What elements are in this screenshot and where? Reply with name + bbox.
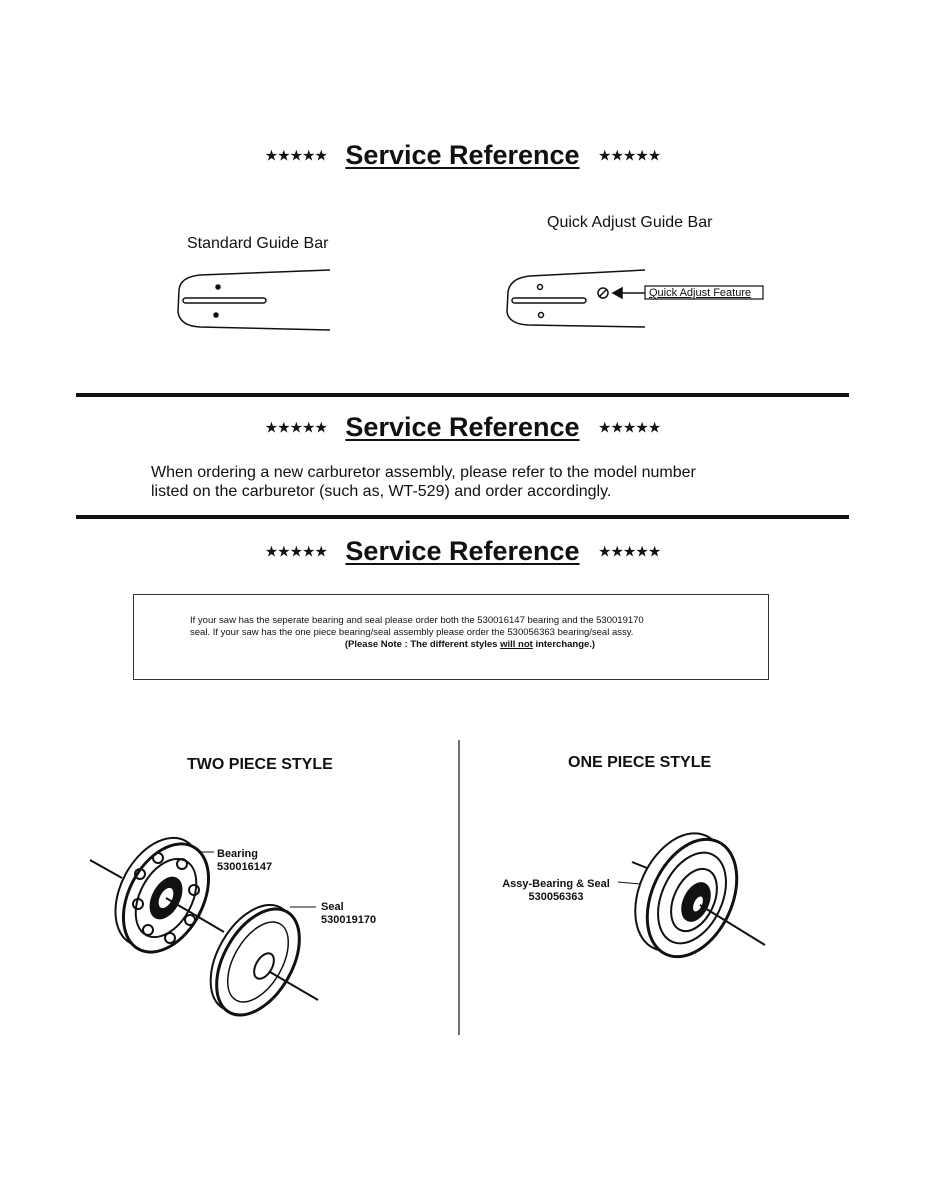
quick-adjust-guide-bar-label: Quick Adjust Guide Bar xyxy=(547,214,713,231)
two-piece-style-title: TWO PIECE STYLE xyxy=(187,756,333,773)
section-title-3: Service Reference xyxy=(345,536,580,566)
stars-left: ★★★★★ xyxy=(264,146,327,165)
notice-line-2: seal. If your saw has the one piece bearing/seal assembly please order the 530056363 bearing/seal assy. xyxy=(190,627,634,638)
seal-label xyxy=(321,901,376,927)
bearing-label xyxy=(217,848,272,874)
section-title-1: Service Reference xyxy=(345,140,580,170)
seal-icon xyxy=(194,891,318,1029)
assy-name: Assy-Bearing & Seal xyxy=(502,878,610,890)
stars-left: ★★★★★ xyxy=(264,418,327,437)
seal-name: Seal xyxy=(321,901,344,913)
stars-left: ★★★★★ xyxy=(264,542,327,561)
note-emphasis: will not xyxy=(500,639,533,650)
note-prefix: (Please Note : The different styles xyxy=(344,639,501,650)
carburetor-note-line-1: When ordering a new carburetor assembly, please refer to the model number xyxy=(151,464,696,481)
bearing-part-number: 530016147 xyxy=(217,861,273,873)
standard-guide-bar-label: Standard Guide Bar xyxy=(187,235,329,252)
section-title-2: Service Reference xyxy=(345,412,580,442)
stars-right: ★★★★★ xyxy=(598,146,661,165)
bearing-seal-assembly-icon xyxy=(618,819,765,971)
one-piece-style-title: ONE PIECE STYLE xyxy=(568,754,712,771)
seal-part-number: 530019170 xyxy=(321,914,377,926)
assy-part-number: 530056363 xyxy=(528,891,584,903)
bearing-name: Bearing xyxy=(217,848,258,860)
stars-right: ★★★★★ xyxy=(598,418,661,437)
carburetor-note-line-2: listed on the carburetor (such as, WT-529) and order accordingly. xyxy=(151,483,612,500)
quick-adjust-feature-label: Quick Adjust Feature xyxy=(649,287,752,299)
stars-right: ★★★★★ xyxy=(598,542,661,561)
assy-label xyxy=(493,878,619,904)
bearing-icon xyxy=(90,823,226,966)
note-suffix: interchange.) xyxy=(532,639,596,650)
notice-line-1: If your saw has the seperate bearing and seal please order both the 530016147 bearing and the 530019170 xyxy=(190,615,644,626)
